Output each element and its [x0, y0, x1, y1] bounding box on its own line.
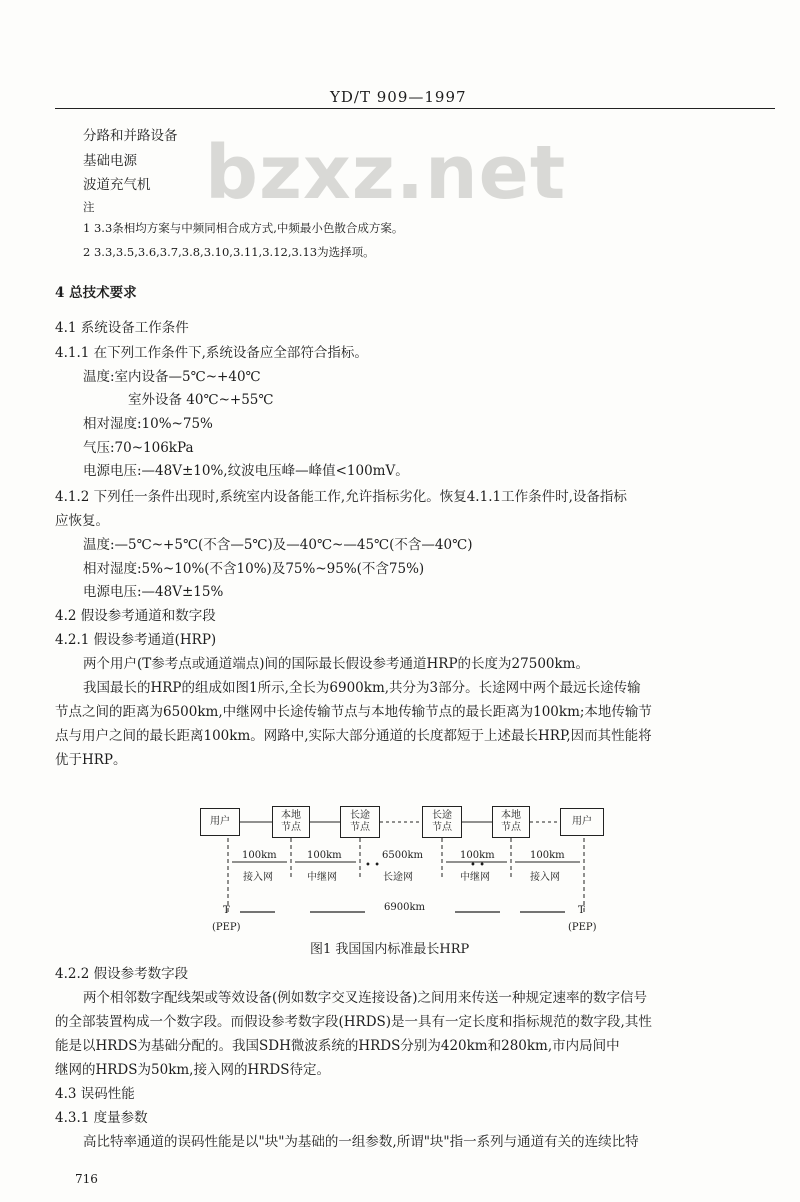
- paragraph-line: 的全部装置构成一个数字段。而假设参考数字段(HRDS)是一具有一定长度和指标规范的数字段,其性: [55, 1014, 652, 1030]
- node-local-left: 本地 节点: [272, 806, 310, 838]
- segment-length: 6500km: [382, 850, 423, 861]
- ref-point-pep: (PEP): [212, 922, 241, 933]
- segment-length: 100km: [307, 850, 342, 861]
- note-item: 2 3.3,3.5,3.6,3.7,3.8,3.10,3.11,3.12,3.13为选择项。: [83, 245, 375, 259]
- list-item: 分路和并路设备: [83, 128, 178, 144]
- paragraph-line: 我国最长的HRP的组成如图1所示,全长为6900km,共分为3部分。长途网中两个最远长途传输: [83, 680, 641, 696]
- node-user-left: 用户: [200, 808, 240, 836]
- humidity-degraded: 相对湿度:5%~10%(不含10%)及75%~95%(不含75%): [83, 561, 425, 577]
- node-longhaul-left: 长途 节点: [340, 806, 380, 838]
- ellipsis-dots: • •: [365, 860, 380, 871]
- watermark: bzxz.net: [205, 130, 567, 216]
- header-rule: [55, 108, 775, 109]
- page-number: 716: [75, 1172, 98, 1186]
- humidity: 相对湿度:10%~75%: [83, 416, 213, 432]
- segment-length: 100km: [530, 850, 565, 861]
- clause-4-1-2-cont: 应恢复。: [55, 513, 109, 529]
- segment-length: 100km: [242, 850, 277, 861]
- subsection-heading: 4.1 系统设备工作条件: [55, 320, 189, 336]
- subsection-heading: 4.3 误码性能: [55, 1086, 135, 1102]
- segment-length: 100km: [460, 850, 495, 861]
- paragraph-line: 高比特率通道的误码性能是以"块"为基础的一组参数,所谓"块"指一系列与通道有关的连续比特: [83, 1134, 639, 1150]
- paragraph-line: 能是以HRDS为基础分配的。我国SDH微波系统的HRDS分别为420km和280km,市内局间中: [55, 1038, 620, 1054]
- ref-point-t: T: [578, 905, 585, 916]
- paragraph-line: 优于HRP。: [55, 752, 127, 768]
- temperature-degraded: 温度:—5℃~+5℃(不含—5℃)及—40℃~—45℃(不含—40℃): [83, 537, 473, 553]
- paragraph-line: 两个相邻数字配线架或等效设备(例如数字交叉连接设备)之间用来传送一种规定速率的数字信号: [83, 990, 648, 1006]
- ellipsis-dots: • •: [470, 860, 485, 871]
- segment-name: 中继网: [307, 872, 337, 883]
- power-degraded: 电源电压:—48V±15%: [83, 584, 224, 600]
- clause-4-3-1: 4.3.1 度量参数: [55, 1110, 148, 1126]
- pressure: 气压:70~106kPa: [83, 440, 194, 456]
- temperature-outdoor: 室外设备 40℃~+55℃: [128, 392, 274, 408]
- segment-name: 中继网: [460, 872, 490, 883]
- note-label: 注: [83, 200, 95, 214]
- total-length: 6900km: [384, 902, 425, 913]
- standard-code: YD/T 909—1997: [330, 88, 467, 106]
- node-longhaul-right: 长途 节点: [422, 806, 462, 838]
- paragraph-line: 继网的HRDS为50km,接入网的HRDS待定。: [55, 1062, 330, 1078]
- segment-name: 接入网: [243, 872, 273, 883]
- section-heading: 4 总技术要求: [55, 285, 137, 301]
- segment-name: 长途网: [383, 872, 413, 883]
- subsection-heading: 4.2 假设参考通道和数字段: [55, 608, 216, 624]
- figure-caption: 图1 我国国内标准最长HRP: [310, 942, 470, 957]
- power-supply: 电源电压:—48V±10%,纹波电压峰—峰值<100mV。: [83, 463, 409, 479]
- list-item: 波道充气机: [83, 177, 151, 193]
- clause-4-1-2: 4.1.2 下列任一条件出现时,系统室内设备能工作,允许指标劣化。恢复4.1.1工作条件时,设备指标: [55, 489, 627, 505]
- paragraph-line: 节点之间的距离为6500km,中继网中长途传输节点与本地传输节点的最长距离为100km;本地传输节: [55, 704, 652, 720]
- clause-4-2-1: 4.2.1 假设参考通道(HRP): [55, 632, 217, 648]
- segment-name: 接入网: [530, 872, 560, 883]
- temperature-indoor: 温度:室内设备—5℃~+40℃: [83, 369, 261, 385]
- ref-point-t: T: [223, 905, 230, 916]
- note-item: 1 3.3条相均方案与中频同相合成方式,中频最小色散合成方案。: [83, 221, 404, 235]
- clause-4-2-2: 4.2.2 假设参考数字段: [55, 966, 189, 982]
- paragraph-line: 点与用户之间的最长距离100km。网路中,实际大部分通道的长度都短于上述最长HRP,因而其性能将: [55, 728, 652, 744]
- clause-4-1-1: 4.1.1 在下列工作条件下,系统设备应全部符合指标。: [55, 345, 368, 361]
- ref-point-pep: (PEP): [568, 922, 597, 933]
- node-local-right: 本地 节点: [492, 806, 530, 838]
- node-user-right: 用户: [560, 808, 604, 836]
- paragraph: 两个用户(T参考点或通道端点)间的国际最长假设参考通道HRP的长度为27500km。: [83, 656, 589, 672]
- list-item: 基础电源: [83, 153, 137, 169]
